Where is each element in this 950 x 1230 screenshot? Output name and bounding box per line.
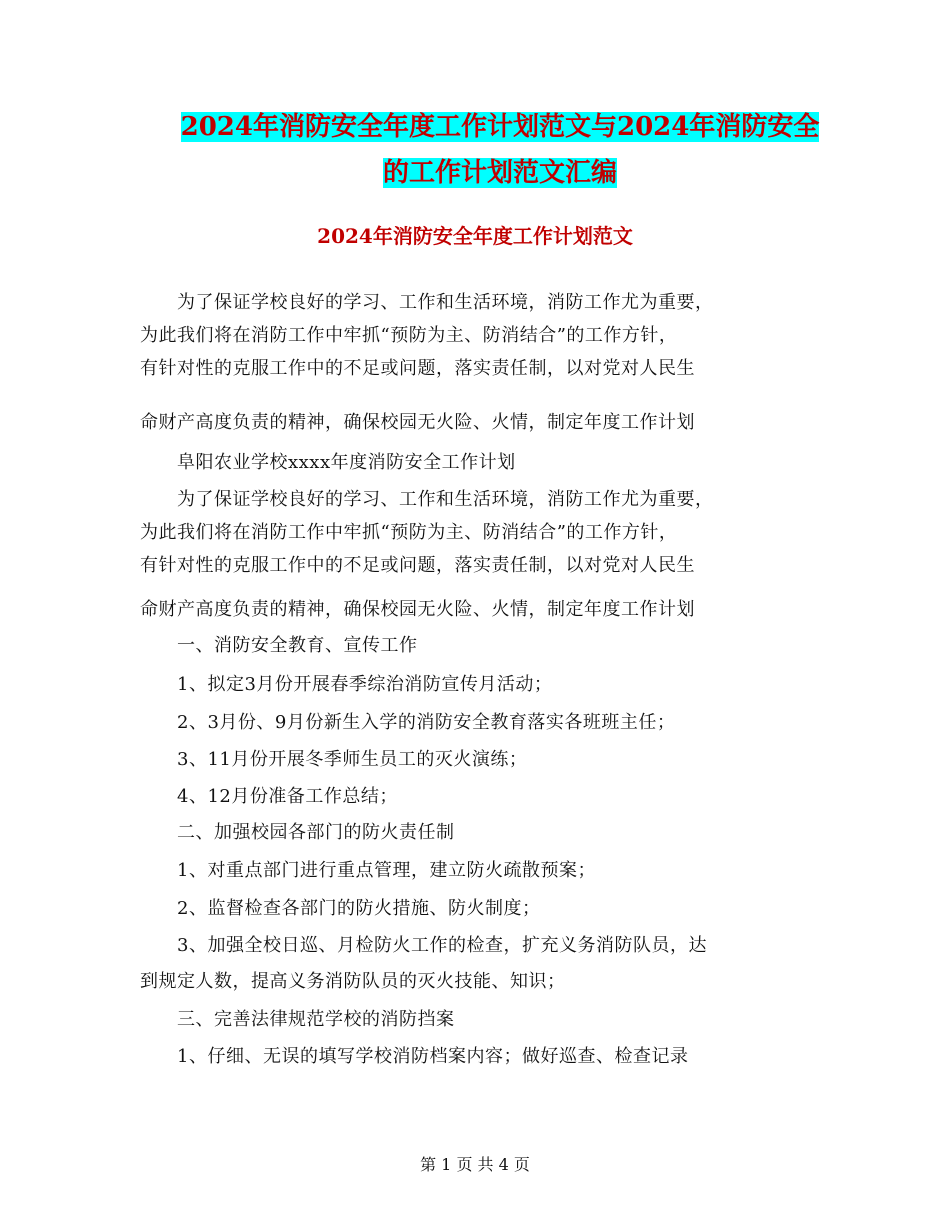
body-line: 阜阳农业学校xxxx年度消防安全工作计划 bbox=[140, 452, 516, 473]
section-title: 2024年消防安全年度工作计划范文 bbox=[317, 224, 633, 248]
body-line: 为此我们将在消防工作中牢抓“预防为主、防消结合”的工作方针， bbox=[140, 325, 678, 346]
body-line: 命财产高度负责的精神，确保校园无火险、火情，制定年度工作计划 bbox=[140, 412, 695, 433]
title-highlight: 的工作计划范文汇编 bbox=[382, 158, 617, 188]
body-line: 3、加强全校日巡、月检防火工作的检查，扩充义务消防队员，达 bbox=[140, 935, 707, 956]
body-line: 二、加强校园各部门的防火责任制 bbox=[140, 822, 455, 843]
body-line: 为了保证学校良好的学习、工作和生活环境，消防工作尤为重要， bbox=[140, 489, 714, 510]
body-line: 一、消防安全教育、宣传工作 bbox=[140, 635, 418, 656]
body-line: 2、3月份、9月份新生入学的消防安全教育落实各班班主任； bbox=[140, 712, 676, 733]
body-line: 有针对性的克服工作中的不足或问题，落实责任制，以对党对人民生 bbox=[140, 555, 695, 576]
body-line: 三、完善法律规范学校的消防挡案 bbox=[140, 1009, 455, 1030]
body-line: 2、监督检查各部门的防火措施、防火制度； bbox=[140, 898, 541, 919]
title-highlight: 2024年消防安全年度工作计划范文与2024年消防安全 bbox=[180, 112, 820, 142]
body-line: 为了保证学校良好的学习、工作和生活环境，消防工作尤为重要， bbox=[140, 292, 714, 313]
body-line: 到规定人数，提高义务消防队员的灭火技能、知识； bbox=[140, 971, 566, 992]
body-line: 1、仔细、无误的填写学校消防档案内容；做好巡查、检查记录 bbox=[140, 1046, 689, 1067]
page-footer: 第 1 页 共 4 页 bbox=[420, 1155, 530, 1174]
body-line: 有针对性的克服工作中的不足或问题，落实责任制，以对党对人民生 bbox=[140, 358, 695, 379]
document-title-line-2 bbox=[120, 152, 880, 194]
body-line: 4、12月份准备工作总结； bbox=[140, 786, 398, 807]
body-line: 1、拟定3月份开展春季综治消防宣传月活动； bbox=[140, 674, 553, 695]
body-line: 为此我们将在消防工作中牢抓“预防为主、防消结合”的工作方针， bbox=[140, 522, 678, 543]
document-title-line-1 bbox=[120, 106, 880, 148]
body-line: 3、11月份开展冬季师生员工的灭火演练； bbox=[140, 749, 528, 770]
body-line: 命财产高度负责的精神，确保校园无火险、火情，制定年度工作计划 bbox=[140, 599, 695, 620]
body-line: 1、对重点部门进行重点管理，建立防火疏散预案； bbox=[140, 860, 596, 881]
